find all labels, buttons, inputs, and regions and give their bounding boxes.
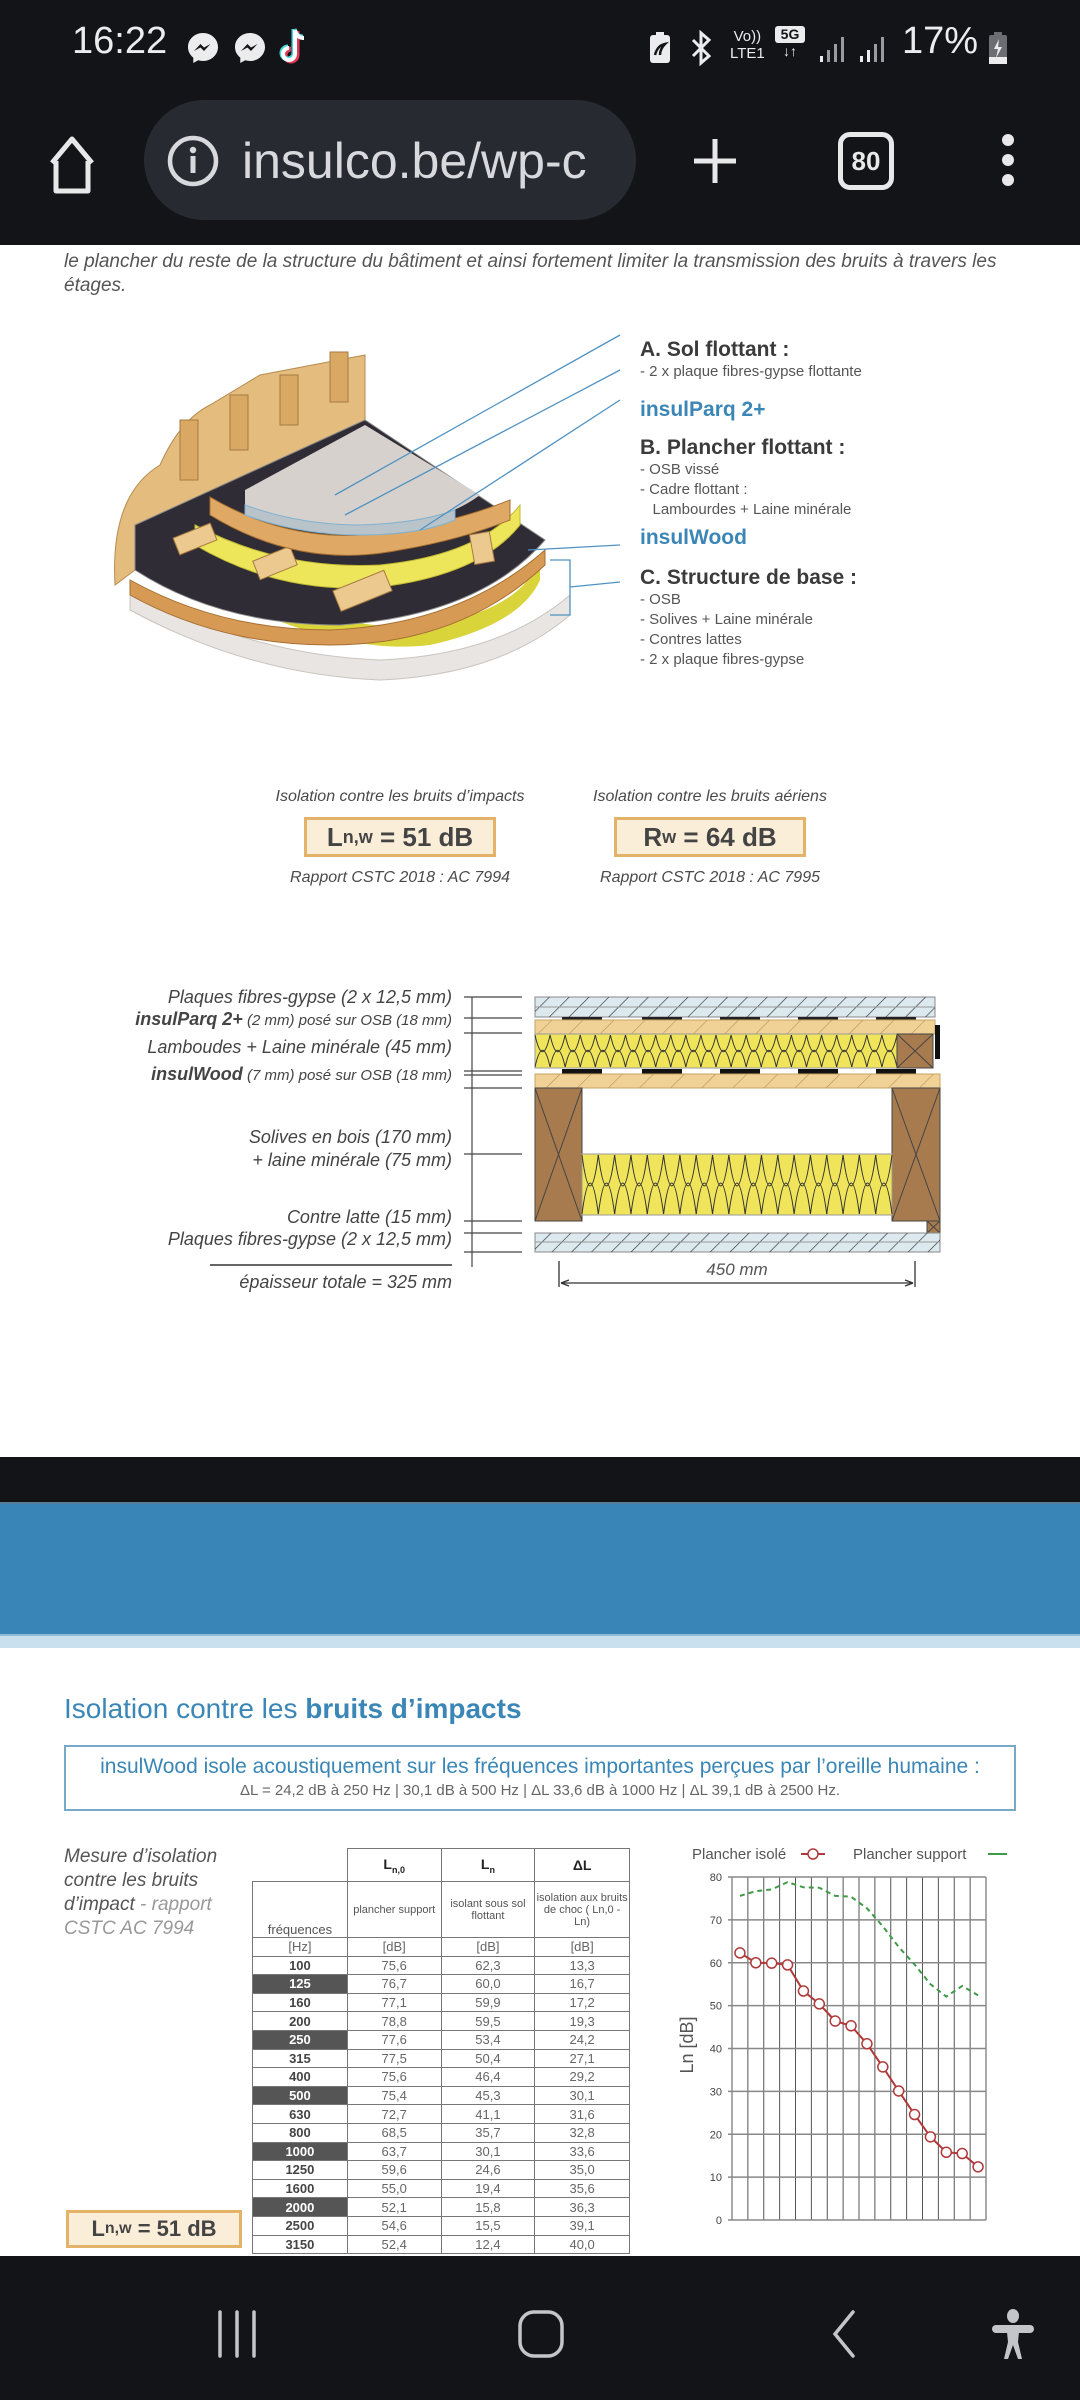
rating-value: = 51 dB	[379, 821, 474, 852]
ln0-cell: 52,1	[347, 2198, 441, 2217]
ln-cell: 41,1	[441, 2105, 535, 2124]
label-title: B. Plancher flottant :	[640, 436, 846, 459]
accessibility-icon[interactable]	[988, 2308, 1038, 2360]
header-symbol: ΔL	[572, 1857, 592, 1873]
highlight-callout	[64, 1745, 1016, 1811]
ln-cell: 30,1	[441, 2142, 535, 2161]
volte-indicator	[730, 28, 765, 62]
intro-paragraph: le plancher du reste de la structure du bâtiment et ainsi fortement limiter la transmission des bruits à travers les étages.	[64, 251, 997, 296]
data-point	[830, 2016, 840, 2026]
blue-banner	[0, 1502, 1080, 1636]
label-item: - Cadre flottant :	[640, 481, 748, 498]
ln0-cell: 63,7	[347, 2142, 441, 2161]
rating-subscript: n,w	[342, 826, 373, 847]
ln0-cell: 75,4	[347, 2086, 441, 2105]
frequency-cell: 160	[253, 1993, 348, 2012]
ln0-cell: 55,0	[347, 2179, 441, 2198]
ln0-cell: 68,5	[347, 2123, 441, 2142]
ln0-cell: 59,6	[347, 2161, 441, 2180]
frequency-cell: 630	[253, 2105, 348, 2124]
unit-cell: [dB]	[535, 1938, 630, 1957]
unit-cell: [dB]	[347, 1938, 441, 1957]
ln-cell: 19,4	[441, 2179, 535, 2198]
callout-values: ΔL = 24,2 dB à 250 Hz | 30,1 dB à 500 Hz | ΔL 33,6 dB à 1000 Hz | ΔL 39,1 dB à 2500 Hz.	[239, 1782, 841, 1799]
impact-rating-box	[304, 817, 496, 857]
wall-stud	[180, 420, 198, 480]
layer-detail: (2 mm) posé sur OSB (18 mm)	[242, 1012, 452, 1029]
frequency-cell: 1250	[253, 2161, 348, 2180]
dl-cell: 13,3	[535, 1956, 630, 1975]
legend-label-isole: Plancher isolé	[692, 1846, 787, 1863]
y-tick-label: 40	[709, 2043, 722, 2056]
table-row	[253, 2179, 630, 2198]
table-row	[253, 2142, 630, 2161]
unit-cell: [dB]	[441, 1938, 535, 1957]
data-point	[751, 1958, 761, 1968]
frequency-cell: 250	[253, 2030, 348, 2049]
url-text[interactable]: insulco.be/wp-c	[242, 133, 587, 189]
measure-caption	[64, 1845, 244, 1941]
ln-cell: 24,6	[441, 2161, 535, 2180]
col-header-ln0	[347, 1849, 441, 1882]
ln0-cell: 77,1	[347, 1993, 441, 2012]
frequency-cell: 2000	[253, 2198, 348, 2217]
callout-headline: insulWood isole acoustiquement sur les fréquences importantes perçues par l’oreille humaine :	[100, 1755, 980, 1778]
lower-mineral-wool	[582, 1154, 892, 1215]
ln-cell: 62,3	[441, 1956, 535, 1975]
dl-cell: 31,6	[535, 2105, 630, 2124]
dl-cell: 36,3	[535, 2198, 630, 2217]
ln0-cell: 76,7	[347, 1975, 441, 1994]
data-point	[957, 2149, 967, 2159]
lte-label: LTE1	[730, 45, 765, 62]
label-title: A. Sol flottant :	[640, 338, 790, 361]
rating-symbol: L	[326, 821, 343, 852]
wall-stud	[230, 395, 248, 450]
data-point	[878, 2062, 888, 2072]
data-point	[846, 2021, 856, 2031]
table-row	[253, 2105, 630, 2124]
table-row	[253, 1975, 630, 1994]
table-row	[253, 2235, 630, 2254]
label-insulparq: insulParq 2+	[640, 398, 766, 421]
label-item: - OSB	[640, 591, 681, 608]
table-row	[253, 1956, 630, 1975]
table-row	[253, 1993, 630, 2012]
ln0-cell: 77,6	[347, 2030, 441, 2049]
layer-brand: insulParq 2+	[135, 1009, 243, 1029]
cross-section-drawing	[462, 985, 952, 1290]
ln0-cell: 54,6	[347, 2216, 441, 2235]
span-label: 450 mm	[706, 1260, 768, 1279]
layer-detail: (7 mm) posé sur OSB (18 mm)	[242, 1067, 452, 1084]
impact-rating-badge	[66, 2210, 242, 2248]
ln-cell: 15,8	[441, 2198, 535, 2217]
dl-cell: 35,6	[535, 2179, 630, 2198]
frequency-cell: 2500	[253, 2216, 348, 2235]
label-sol-flottant	[640, 338, 862, 382]
recents-icon[interactable]	[212, 2309, 262, 2359]
header-symbol: L	[480, 1855, 490, 1872]
label-insulwood: insulWood	[640, 526, 747, 549]
5g-label: 5G	[775, 26, 805, 43]
wall-stud	[280, 375, 298, 425]
layer-label	[135, 1009, 452, 1030]
data-point	[894, 2086, 904, 2096]
chart-grid	[728, 1877, 986, 2220]
title-regular: Isolation contre les	[64, 1693, 306, 1724]
caption-main: Mesure d’isolation contre les bruits d’impact	[64, 1846, 218, 1915]
status-time: 16:22	[72, 20, 168, 62]
back-icon[interactable]	[822, 2309, 862, 2359]
battery-percent: 17%	[902, 20, 979, 62]
label-item: - Solives + Laine minérale	[640, 611, 814, 628]
header-symbol: L	[383, 1855, 392, 1872]
system-nav-bar	[0, 2256, 1080, 2400]
dl-cell: 33,6	[535, 2142, 630, 2161]
title-bold: bruits d’impacts	[305, 1693, 522, 1724]
legend-marker-isole	[808, 1849, 818, 1859]
leader-line-insulwood	[528, 545, 620, 550]
unit-cell: [Hz]	[253, 1938, 348, 1957]
layer-label: Plaques fibres-gypse (2 x 12,5 mm)	[167, 987, 452, 1007]
dl-cell: 32,8	[535, 2123, 630, 2142]
ln-cell: 46,4	[441, 2068, 535, 2087]
browser-toolbar	[0, 95, 1080, 245]
frequency-cell: 1600	[253, 2179, 348, 2198]
label-item: Lambourdes + Laine minérale	[640, 501, 852, 518]
y-tick-labels	[710, 1872, 722, 2227]
ln0-cell: 75,6	[347, 2068, 441, 2087]
data-point	[910, 2110, 920, 2120]
rating-subscript: w	[662, 826, 677, 847]
home-icon[interactable]	[42, 133, 102, 197]
data-point	[798, 1986, 808, 1996]
home-button-icon[interactable]	[516, 2309, 566, 2359]
label-item: - Contres lattes	[640, 631, 742, 648]
messenger-icon	[186, 31, 220, 65]
data-point	[862, 2039, 872, 2049]
tab-count: 80	[851, 145, 881, 176]
page-break-band	[0, 1457, 1080, 1502]
frequency-cell: 500	[253, 2086, 348, 2105]
frequency-cell: 800	[253, 2123, 348, 2142]
frequency-cell: 1000	[253, 2142, 348, 2161]
volte-label: Vo))	[733, 28, 762, 45]
impact-table-wrapper	[252, 1848, 630, 2254]
info-icon[interactable]	[166, 134, 220, 188]
total-thickness: épaisseur totale = 325 mm	[239, 1272, 452, 1292]
address-bar[interactable]	[144, 100, 636, 220]
signal-icon	[858, 34, 888, 64]
new-tab-plus-icon[interactable]	[690, 133, 740, 187]
frequency-cell: 200	[253, 2012, 348, 2031]
header-sub: n,0	[391, 1864, 405, 1875]
table-row	[253, 2068, 630, 2087]
frequency-cell: 125	[253, 1975, 348, 1994]
ln-cell: 60,0	[441, 1975, 535, 1994]
chart-legend	[692, 1846, 1007, 1863]
table-row	[253, 2012, 630, 2031]
tiktok-icon	[278, 28, 310, 68]
label-item: - 2 x plaque fibres-gypse flottante	[640, 363, 862, 380]
ln-cell: 53,4	[441, 2030, 535, 2049]
5g-indicator	[775, 26, 805, 59]
dl-cell: 27,1	[535, 2049, 630, 2068]
rating-symbol: L	[91, 2216, 105, 2241]
table-row	[253, 2086, 630, 2105]
y-tick-label: 60	[709, 1957, 722, 1970]
ln-cell: 35,7	[441, 2123, 535, 2142]
leader-line-a	[335, 335, 620, 495]
layer-label: + laine minérale (75 mm)	[252, 1150, 452, 1170]
ln-cell: 59,9	[441, 1993, 535, 2012]
insulwood-strips	[562, 1069, 916, 1074]
battery-charging-icon	[988, 31, 1008, 65]
ln0-cell: 72,7	[347, 2105, 441, 2124]
floor-assembly-illustration	[100, 325, 640, 695]
frequency-cell: 315	[253, 2049, 348, 2068]
rating-value: = 51 dB	[137, 2216, 217, 2241]
y-tick-label: 10	[709, 2172, 722, 2185]
layer-label: Lamboudes + Laine minérale (45 mm)	[147, 1037, 452, 1057]
ln0-cell: 75,6	[347, 1956, 441, 1975]
data-point	[767, 1958, 777, 1968]
header-spacer	[253, 1849, 348, 1882]
desc-isolant: isolant sous sol flottant	[441, 1882, 535, 1938]
ln-cell: 12,4	[441, 2235, 535, 2254]
label-structure-de-base	[640, 566, 857, 670]
rating-value: = 64 dB	[683, 821, 777, 852]
table-row	[253, 2030, 630, 2049]
dl-cell: 29,2	[535, 2068, 630, 2087]
ln-cell: 59,5	[441, 2012, 535, 2031]
layer-label	[151, 1064, 452, 1085]
layer-label: Plaques fibres-gypse (2 x 12,5 mm)	[167, 1229, 452, 1249]
dl-cell: 17,2	[535, 1993, 630, 2012]
dl-cell: 24,2	[535, 2030, 630, 2049]
ln0-cell: 52,4	[347, 2235, 441, 2254]
table-row	[253, 2198, 630, 2217]
label-plancher-flottant	[640, 436, 851, 520]
impact-chart	[660, 1835, 1030, 2260]
airborne-report: Rapport CSTC 2018 : AC 7995	[600, 869, 820, 886]
rating-subscript: n,w	[104, 2220, 132, 2237]
total-divider	[210, 1264, 452, 1266]
section-title	[64, 1693, 522, 1725]
dimension-ticks	[464, 997, 522, 1267]
data-arrows-icon: ↓↑	[783, 43, 797, 59]
layer-brand: insulWood	[151, 1064, 243, 1084]
ln0-cell: 78,8	[347, 2012, 441, 2031]
dl-cell: 30,1	[535, 2086, 630, 2105]
pale-divider	[0, 1634, 1080, 1648]
ln-cell: 15,5	[441, 2216, 535, 2235]
status-bar	[0, 0, 1080, 95]
signal-icon	[818, 34, 848, 64]
perimeter-strip	[935, 1025, 940, 1059]
data-point	[973, 2162, 983, 2172]
label-item: - OSB vissé	[640, 461, 720, 478]
impact-caption: Isolation contre les bruits d’impacts	[275, 788, 525, 805]
data-point	[941, 2147, 951, 2157]
y-tick-label: 50	[709, 2000, 722, 2013]
col-header-delta	[535, 1849, 630, 1882]
y-tick-label: 70	[709, 1914, 722, 1927]
header-sub: n	[489, 1864, 495, 1875]
desc-plancher-support: plancher support	[347, 1882, 441, 1938]
dl-cell: 35,0	[535, 2161, 630, 2180]
y-axis-label: Ln [dB]	[677, 2016, 697, 2074]
ln-cell: 50,4	[441, 2049, 535, 2068]
ln0-cell: 77,5	[347, 2049, 441, 2068]
data-point	[735, 1948, 745, 1958]
label-title: C. Structure de base :	[640, 566, 858, 589]
dl-cell: 40,0	[535, 2235, 630, 2254]
rating-symbol: R	[643, 821, 663, 852]
bluetooth-icon	[688, 30, 714, 66]
label-item: - 2 x plaque fibres-gypse	[640, 651, 805, 668]
legend-label-support: Plancher support	[853, 1846, 967, 1863]
y-tick-label: 0	[715, 2215, 722, 2227]
airborne-rating-box	[614, 817, 806, 857]
dl-cell: 16,7	[535, 1975, 630, 1994]
y-tick-label: 20	[709, 2129, 722, 2142]
ln-cell: 45,3	[441, 2086, 535, 2105]
desc-delta: isolation aux bruits de choc ( Ln,0 - Ln)	[535, 1882, 630, 1938]
battery-saver-icon	[648, 31, 672, 65]
messenger-icon	[233, 31, 267, 65]
caption-sub: - rapport CSTC AC 7994	[64, 1894, 212, 1939]
frequency-cell: 400	[253, 2068, 348, 2087]
y-tick-label: 30	[709, 2086, 722, 2099]
desc-frequencies: fréquences	[253, 1882, 348, 1938]
airborne-caption: Isolation contre les bruits aériens	[593, 788, 827, 805]
table-row	[253, 2049, 630, 2068]
layer-label: Contre latte (15 mm)	[286, 1207, 452, 1227]
table-row	[253, 2161, 630, 2180]
data-point	[783, 1960, 793, 1970]
table-row	[253, 2216, 630, 2235]
tab-switcher-button[interactable]	[838, 132, 894, 190]
dl-cell: 19,3	[535, 2012, 630, 2031]
layer-label: Solives en bois (170 mm)	[248, 1127, 452, 1147]
table-body	[253, 1849, 630, 2254]
y-tick-label: 80	[709, 1872, 722, 1884]
frequency-cell: 3150	[253, 2235, 348, 2254]
data-point	[814, 1999, 824, 2009]
data-point	[925, 2132, 935, 2142]
impact-report: Rapport CSTC 2018 : AC 7994	[290, 869, 510, 886]
dl-cell: 39,1	[535, 2216, 630, 2235]
more-vert-icon[interactable]	[996, 131, 1020, 189]
wall-stud	[330, 352, 348, 402]
frequency-cell: 100	[253, 1956, 348, 1975]
col-header-ln	[441, 1849, 535, 1882]
table-row	[253, 2123, 630, 2142]
impact-measurement-table	[252, 1848, 630, 2254]
